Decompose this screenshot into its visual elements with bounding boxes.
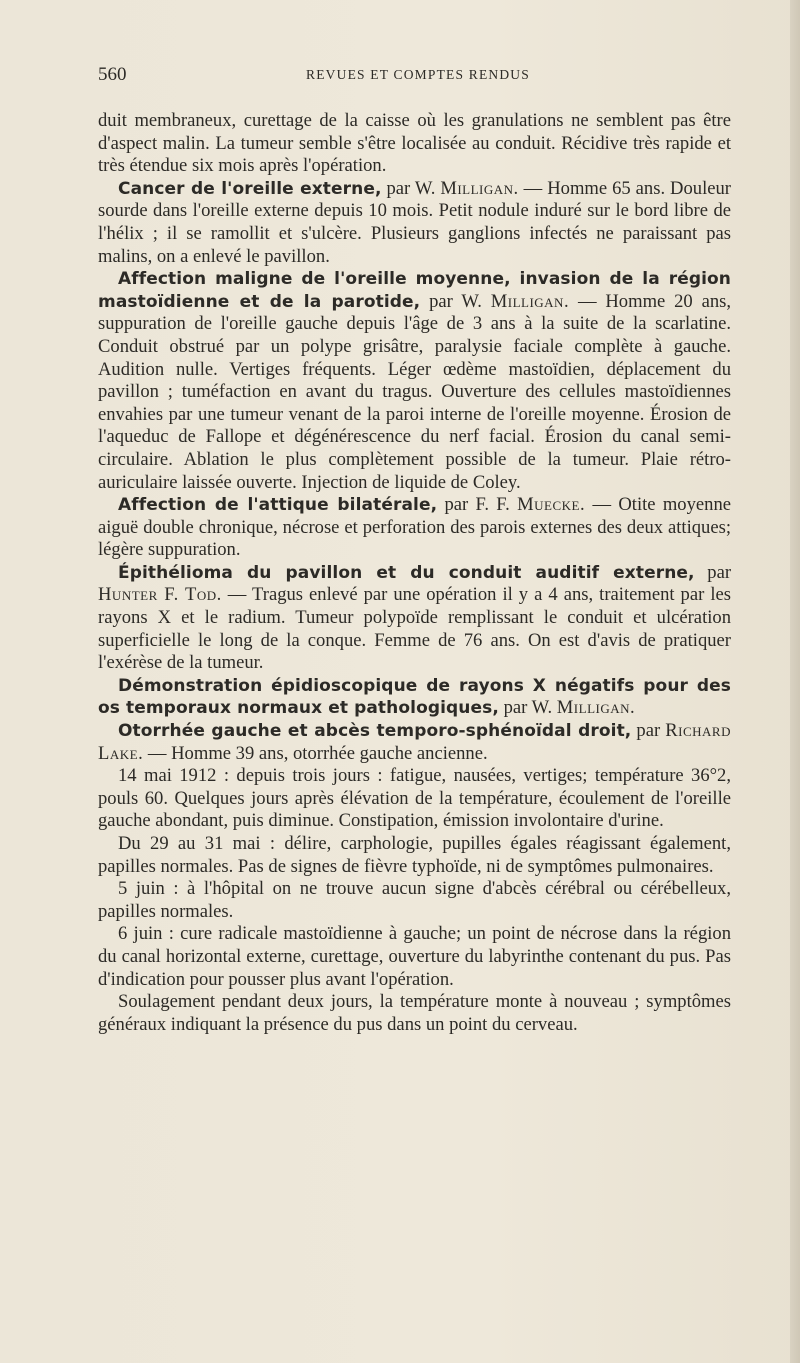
paragraph xyxy=(98,765,731,833)
paragraph-text: 6 juin : cure radicale mastoïdienne à gauche; un point de nécrose dans la région du canal horizontal externe, curettage, ouverture du labyrinthe contenant du pus. Pas d'indication pour pousser plus avant l'opération. xyxy=(98,923,731,990)
report-text: — Tragus enlevé par une opération il y a 4 ans, traitement par les rayons X et le radium. Tumeur polypoïde remplissant le conduit et ulcération superficielle le long de la conque. Femme de 76 ans. On est d'avis de pratiquer l'exérèse de la tumeur. xyxy=(98,584,731,674)
report-by: par W. xyxy=(381,177,441,199)
report-entry xyxy=(98,494,731,562)
report-entry xyxy=(98,675,731,720)
report-entry xyxy=(98,178,731,268)
report-title: Affection de l'attique bilatérale, xyxy=(118,495,438,516)
paragraph xyxy=(98,110,731,178)
paragraph xyxy=(98,923,731,991)
page-number: 560 xyxy=(98,64,127,85)
paragraph-text: Du 29 au 31 mai : délire, carphologie, pupilles égales réagissant également, papilles normales. Pas de signes de fièvre typhoïde, ni de symptômes pulmonaires. xyxy=(98,833,731,877)
report-author: Muecke. xyxy=(517,494,586,516)
report-by: par W. xyxy=(498,697,557,719)
page-header xyxy=(98,64,738,86)
running-title: REVUES ET COMPTES RENDUS xyxy=(306,67,530,82)
report-entry xyxy=(98,720,731,765)
report-text: — Homme 39 ans, otorrhée gauche ancienne. xyxy=(143,742,488,764)
report-author: Milligan. xyxy=(440,177,519,199)
paragraph xyxy=(98,878,731,923)
paragraph xyxy=(98,991,731,1036)
report-title: Affection maligne de l'oreille moyenne, invasion de la région mastoïdienne et de la parotide, xyxy=(98,269,731,312)
report-by: par W. xyxy=(420,290,491,312)
paragraph-text: 5 juin : à l'hôpital on ne trouve aucun signe d'abcès cérébral ou cérébelleux, papilles normales. xyxy=(98,878,731,922)
article-body xyxy=(98,110,731,1036)
report-text: — Homme 65 ans. Douleur sourde dans l'oreille externe depuis 10 mois. Petit nodule induré sur le bord libre de l'hélix ; il se ramollit et s'ulcère. Plusieurs ganglions infectés ne paraissant pas malins, on a enlevé le pavillon. xyxy=(98,177,731,267)
report-text: — Homme 20 ans, suppuration de l'oreille gauche depuis l'âge de 3 ans à la suite de la scarlatine. Conduit obstrué par un polype grisâtre, paralysie faciale complète à gauche. Audition nulle. Vertiges fréquents. Léger œdème mastoïdien, déplacement du pavillon ; tuméfaction en avant du tragus. Ouverture des cellules mastoïdiennes envahies par une tumeur venant de la paroi interne de l'oreille moyenne. Érosion de l'aqueduc de Fallope et dégénérescence du nerf facial. Érosion du canal semi-circulaire. Ablation le plus complètement possible de la tumeur. Plaie rétro-auriculaire laissée ouverte. Injection de liquide de Coley. xyxy=(98,290,732,493)
report-title: Démonstration épidioscopique de rayons X négatifs pour des os temporaux normaux et pathologiques, xyxy=(98,675,731,719)
report-title: Épithélioma du pavillon et du conduit auditif externe, xyxy=(118,562,695,583)
report-title: Otorrhée gauche et abcès temporo-sphénoïdal droit, xyxy=(118,721,632,742)
report-author: Hunter F. Tod. xyxy=(98,584,222,606)
report-author: Richard Lake. xyxy=(98,720,731,764)
report-author: Milligan. xyxy=(556,697,636,719)
paragraph-text: Soulagement pendant deux jours, la température monte à nouveau ; symptômes généraux indiquant la présence du pus dans un point du cerveau. xyxy=(98,991,731,1035)
paragraph xyxy=(98,833,731,878)
report-entry xyxy=(98,562,731,675)
report-text: — Otite moyenne aiguë double chronique, nécrose et perforation des parois externes des deux attiques; légère suppuration. xyxy=(98,494,731,561)
report-by: par xyxy=(694,561,732,583)
report-by: par F. F. xyxy=(437,494,518,516)
paragraph-text: 14 mai 1912 : depuis trois jours : fatigue, nausées, vertiges; température 36°2, pouls 60. Quelques jours après élévation de la température, écoulement de l'oreille gauche abondant, puis diminue. Constipation, émission involontaire d'urine. xyxy=(98,765,731,832)
page-edge xyxy=(790,0,800,1363)
report-author: Milligan. xyxy=(490,290,570,312)
report-title: Cancer de l'oreille externe, xyxy=(118,178,382,199)
paragraph-text: duit membraneux, curettage de la caisse où les granulations ne semblent pas être d'aspect malin. La tumeur semble s'être localisée au conduit. Récidive très rapide et très étendue six mois après l'opération. xyxy=(98,110,731,177)
report-by: par xyxy=(631,720,666,742)
report-entry xyxy=(98,268,731,494)
